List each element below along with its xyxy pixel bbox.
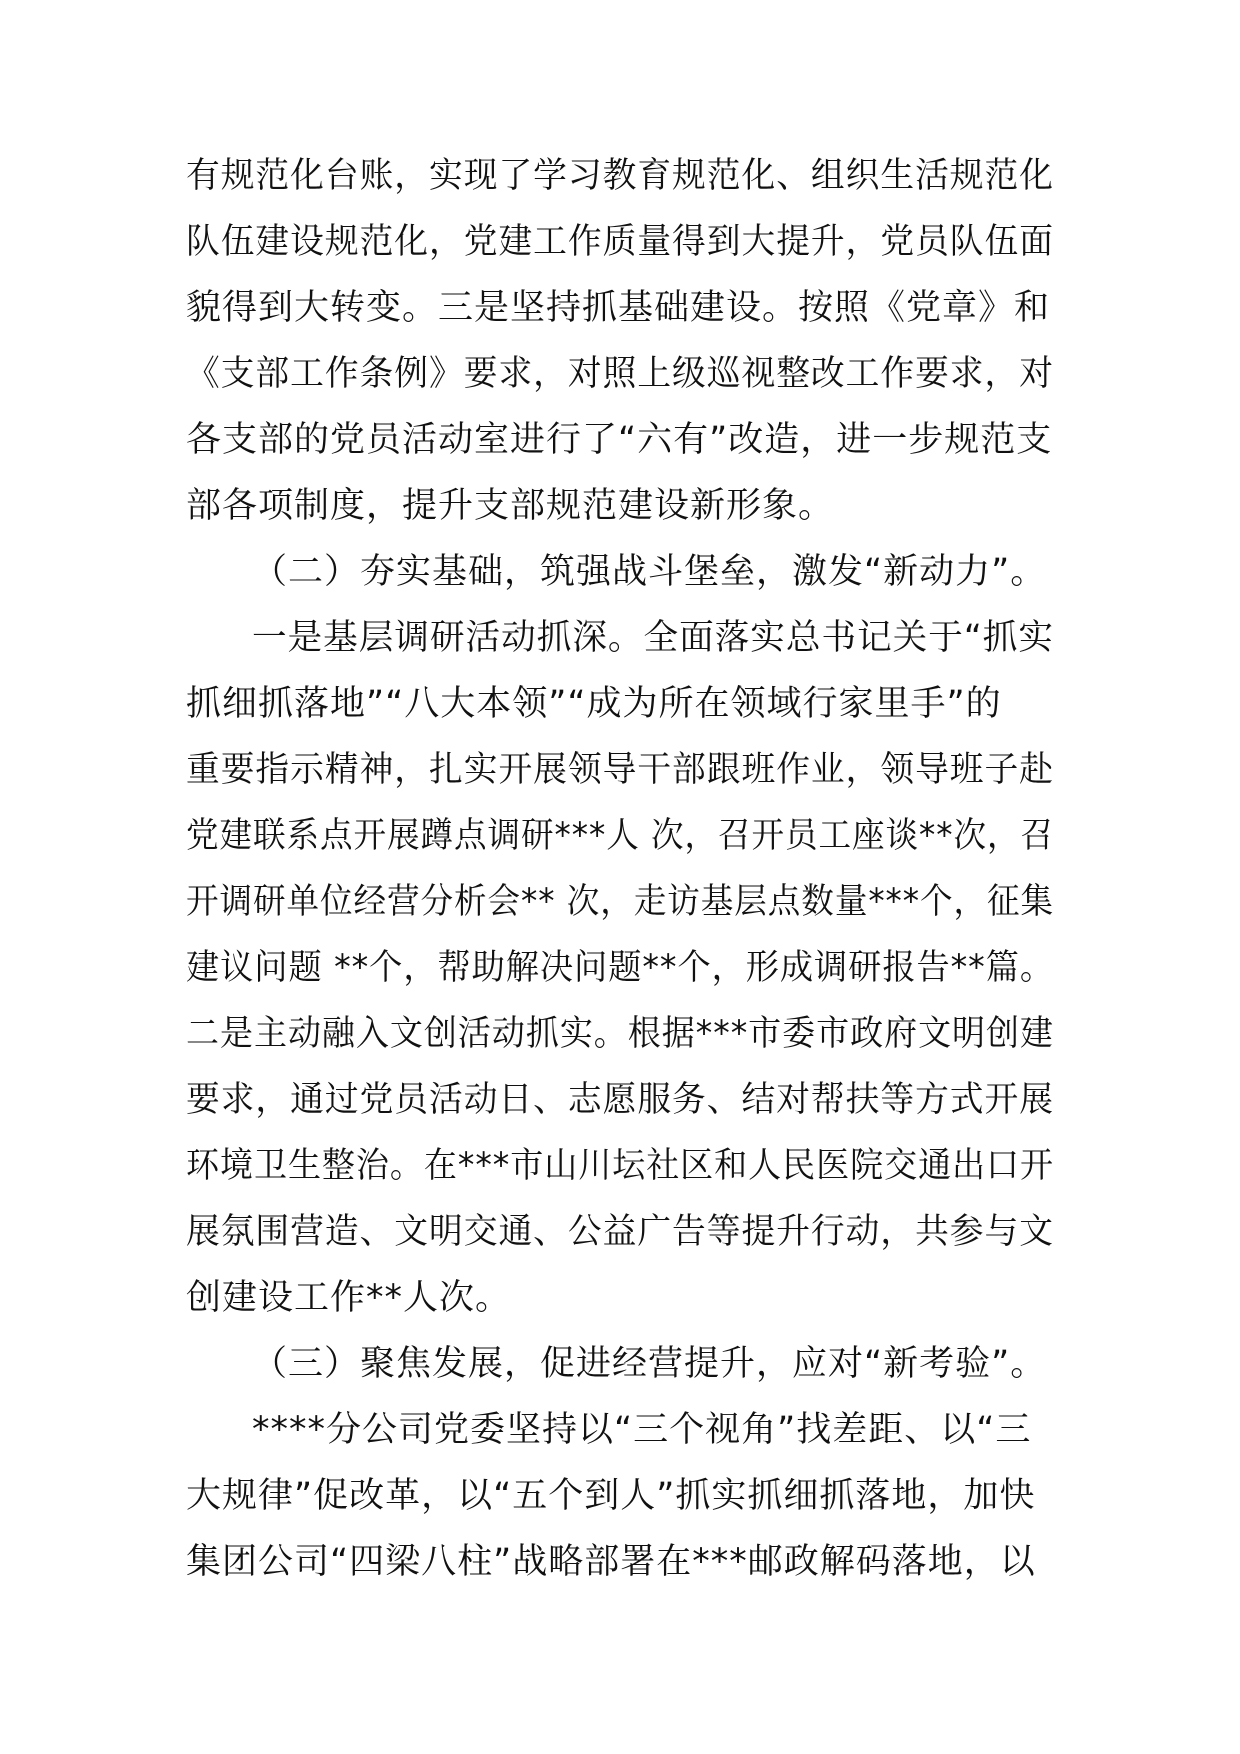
text-line: 部各项制度，提升支部规范建设新形象。 (186, 486, 835, 526)
text-line: 一是基层调研活动抓深。全面落实总书记关于“抓实 (252, 618, 1054, 658)
text-line: 各支部的党员活动室进行了“六有”改造，进一步规范支 (186, 420, 1053, 460)
text-line: 有规范化台账，实现了学习教育规范化、组织生活规范化 (186, 156, 1054, 196)
text-line: 环境卫生整治。在***市山川坛社区和人民医院交通出口开 (186, 1146, 1055, 1186)
text-line: 大规律”促改革，以“五个到人”抓实抓细抓落地，加快 (186, 1476, 1036, 1516)
text-line: 抓细抓落地”“八大本领”“成为所在领域行家里手”的 (186, 684, 1002, 724)
section-heading: （三）聚焦发展，促进经营提升，应对“新考验”。 (252, 1344, 1047, 1384)
text-line: 创建设工作**人次。 (186, 1278, 512, 1318)
text-line: 开调研单位经营分析会** 次，走访基层点数量***个，征集 (186, 882, 1055, 922)
text-line: 二是主动融入文创活动抓实。根据***市委市政府文明创建 (186, 1014, 1055, 1054)
text-line: 要求，通过党员活动日、志愿服务、结对帮扶等方式开展 (186, 1080, 1054, 1120)
text-line: 展氛围营造、文明交通、公益广告等提升行动，共参与文 (186, 1212, 1054, 1252)
text-line: 重要指示精神，扎实开展领导干部跟班作业，领导班子赴 (186, 750, 1054, 790)
text-line: ****分公司党委坚持以“三个视角”找差距、以“三 (252, 1410, 1032, 1450)
text-line: 队伍建设规范化，党建工作质量得到大提升，党员队伍面 (186, 222, 1054, 262)
text-line: 集团公司“四梁八柱”战略部署在***邮政解码落地，以 (186, 1542, 1036, 1582)
text-line: 建议问题 **个，帮助解决问题**个，形成调研报告**篇。 (186, 948, 1055, 988)
text-line: 《支部工作条例》要求，对照上级巡视整改工作要求，对 (186, 354, 1054, 394)
section-heading: （二）夯实基础，筑强战斗堡垒，激发“新动力”。 (252, 552, 1047, 592)
text-line: 貌得到大转变。三是坚持抓基础建设。按照《党章》和 (186, 288, 1051, 328)
text-line: 党建联系点开展蹲点调研***人 次，召开员工座谈**次，召 (186, 816, 1055, 856)
